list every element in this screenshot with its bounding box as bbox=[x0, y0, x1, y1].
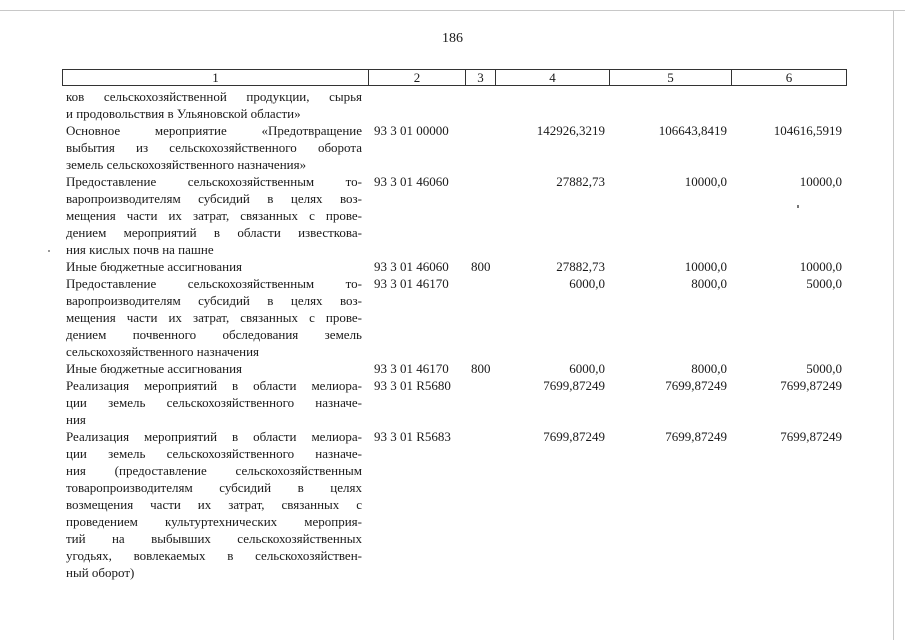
budget-code: 93 3 01 46170 bbox=[374, 276, 449, 291]
description-line: Предоставление сельскохозяйственным то- bbox=[66, 276, 362, 291]
expense-type: 800 bbox=[471, 361, 491, 376]
description-line: сельскохозяйственного назначения bbox=[66, 344, 260, 359]
description-line: мещения части их затрат, связанных с прове- bbox=[66, 208, 362, 223]
description-line: Иные бюджетные ассигнования bbox=[66, 361, 243, 376]
scan-speck bbox=[48, 250, 50, 252]
value-col-5: 7699,87249 bbox=[665, 378, 727, 393]
page-number: 186 bbox=[442, 31, 463, 46]
value-col-5: 8000,0 bbox=[691, 276, 727, 291]
value-col-6: 7699,87249 bbox=[780, 429, 842, 444]
table-row bbox=[0, 377, 905, 428]
budget-code: 93 3 01 46060 bbox=[374, 259, 449, 274]
description-line: ции земель сельскохозяйственного назначе- bbox=[66, 395, 362, 410]
header-col-3: 3 bbox=[466, 70, 496, 85]
budget-code: 93 3 01 R5683 bbox=[374, 429, 451, 444]
value-col-6: 104616,5919 bbox=[773, 123, 842, 138]
header-col-5: 5 bbox=[610, 70, 732, 85]
table-row bbox=[0, 428, 905, 581]
description-line: тий на выбывших сельскохозяйственных bbox=[66, 531, 362, 546]
budget-code: 93 3 01 46060 bbox=[374, 174, 449, 189]
table-row bbox=[0, 360, 905, 377]
description-line: проведением культуртехнических мероприя- bbox=[66, 514, 362, 529]
description-line: дением почвенного обследования земель bbox=[66, 327, 362, 342]
header-col-2: 2 bbox=[369, 70, 466, 85]
description-line: варопроизводителям субсидий в целях воз- bbox=[66, 293, 362, 308]
row-description bbox=[66, 377, 362, 428]
description-line: Реализация мероприятий в области мелиора- bbox=[66, 429, 362, 444]
table-row bbox=[0, 122, 905, 173]
description-line: возмещения части их затрат, связанных с bbox=[66, 497, 362, 512]
value-col-5: 106643,8419 bbox=[658, 123, 727, 138]
scan-edge-top bbox=[0, 10, 905, 11]
value-col-6: 5000,0 bbox=[806, 361, 842, 376]
value-col-5: 10000,0 bbox=[684, 259, 727, 274]
row-description bbox=[66, 258, 362, 275]
table-row bbox=[0, 258, 905, 275]
description-line: Предоставление сельскохозяйственным то- bbox=[66, 174, 362, 189]
value-col-5: 10000,0 bbox=[684, 174, 727, 189]
description-line: ния кислых почв на пашне bbox=[66, 242, 214, 257]
value-col-4: 7699,87249 bbox=[543, 378, 605, 393]
description-line: товаропроизводителям субсидий в целях bbox=[66, 480, 362, 495]
value-col-4: 27882,73 bbox=[556, 259, 605, 274]
value-col-6: 5000,0 bbox=[806, 276, 842, 291]
value-col-5: 8000,0 bbox=[691, 361, 727, 376]
description-line: угодьях, вовлекаемых в сельскохозяйствен- bbox=[66, 548, 362, 563]
row-description bbox=[66, 360, 362, 377]
description-line: выбытия из сельскохозяйственного оборота bbox=[66, 140, 362, 155]
value-col-5: 7699,87249 bbox=[665, 429, 727, 444]
table-row bbox=[0, 275, 905, 360]
description-line: мещения части их затрат, связанных с прове- bbox=[66, 310, 362, 325]
value-col-6: 10000,0 bbox=[799, 259, 842, 274]
description-line: ния bbox=[66, 412, 86, 427]
description-line: и продовольствия в Ульяновской области» bbox=[66, 106, 301, 121]
table-header-row bbox=[62, 69, 847, 86]
description-line: земель сельскохозяйственного назначения» bbox=[66, 157, 307, 172]
value-col-4: 7699,87249 bbox=[543, 429, 605, 444]
table-body bbox=[0, 88, 905, 581]
budget-code: 93 3 01 46170 bbox=[374, 361, 449, 376]
row-description bbox=[66, 88, 362, 122]
description-line: Реализация мероприятий в области мелиора- bbox=[66, 378, 362, 393]
table-row bbox=[0, 173, 905, 258]
row-description bbox=[66, 122, 362, 173]
description-line: ния (предоставление сельскохозяйственным bbox=[66, 463, 362, 478]
header-col-6: 6 bbox=[785, 70, 793, 85]
value-col-6: 10000,0 bbox=[799, 174, 842, 189]
value-col-4: 142926,3219 bbox=[536, 123, 605, 138]
scan-speck bbox=[797, 205, 799, 208]
row-description bbox=[66, 275, 362, 360]
value-col-4: 6000,0 bbox=[569, 361, 605, 376]
expense-type: 800 bbox=[471, 259, 491, 274]
description-line: ции земель сельскохозяйственного назначе- bbox=[66, 446, 362, 461]
value-col-4: 27882,73 bbox=[556, 174, 605, 189]
value-col-6: 7699,87249 bbox=[780, 378, 842, 393]
description-line: Основное мероприятие «Предотвращение bbox=[66, 123, 362, 138]
description-line: варопроизводителям субсидий в целях воз- bbox=[66, 191, 362, 206]
description-line: дением мероприятий в области известкова- bbox=[66, 225, 362, 240]
description-line: ков сельскохозяйственной продукции, сырья bbox=[66, 89, 362, 104]
budget-code: 93 3 01 R5680 bbox=[374, 378, 451, 393]
budget-code: 93 3 01 00000 bbox=[374, 123, 449, 138]
description-line: ный оборот) bbox=[66, 565, 135, 580]
description-line: Иные бюджетные ассигнования bbox=[66, 259, 243, 274]
value-col-4: 6000,0 bbox=[569, 276, 605, 291]
header-col-4: 4 bbox=[496, 70, 610, 85]
header-col-1: 1 bbox=[63, 70, 369, 85]
row-description bbox=[66, 428, 362, 581]
table-row bbox=[0, 88, 905, 122]
row-description bbox=[66, 173, 362, 258]
